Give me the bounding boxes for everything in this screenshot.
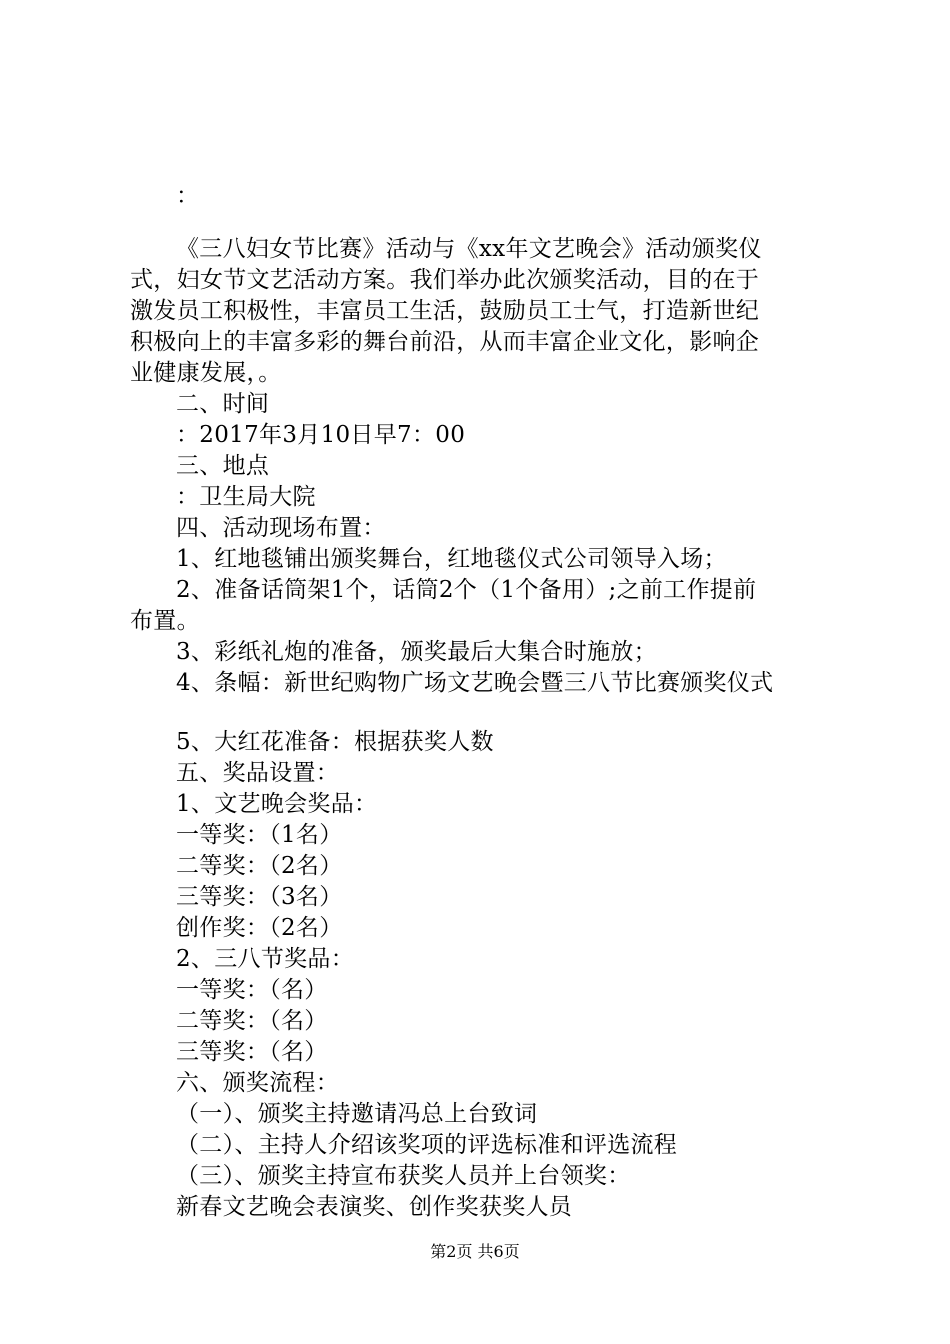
- body-line: 积极向上的丰富多彩的舞台前沿，从而丰富企业文化，影响企: [130, 329, 760, 355]
- prize-line: 创作奖：（2名）: [176, 915, 343, 941]
- body-line: 新春文艺晚会表演奖、创作奖获奖人员: [176, 1194, 573, 1220]
- body-line: 1、文艺晚会奖品：: [176, 791, 378, 817]
- body-line: 激发员工积极性，丰富员工生活，鼓励员工士气，打造新世纪: [130, 298, 760, 324]
- body-line: 1、红地毯铺出颁奖舞台，红地毯仪式公司领导入场；: [176, 546, 727, 572]
- body-line: 2、准备话筒架1个，话筒2个（1个备用）;之前工作提前: [176, 577, 757, 603]
- section-heading: 四、活动现场布置：: [176, 515, 386, 541]
- body-line: 2、三八节奖品：: [176, 946, 355, 972]
- prize-line: 三等奖：（3名）: [176, 884, 343, 910]
- body-line: ：: [176, 183, 200, 209]
- body-line: （二）、主持人介绍该奖项的评选标准和评选流程: [176, 1132, 678, 1158]
- body-line: 式，妇女节文艺活动方案。我们举办此次颁奖活动，目的在于: [130, 267, 760, 293]
- body-line: ：卫生局大院: [176, 484, 316, 510]
- section-heading: 三、地点: [176, 453, 270, 479]
- section-heading: 二、时间: [176, 391, 270, 417]
- body-line: 布置。: [130, 608, 200, 634]
- page-number-footer: 第2页 共6页: [430, 1242, 520, 1261]
- body-line: ：2017年3月10日早7：00: [176, 422, 466, 448]
- body-line: 3、彩纸礼炮的准备，颁奖最后大集合时施放；: [176, 639, 657, 665]
- prize-line: 二等奖：（名）: [176, 1008, 328, 1034]
- body-line: （一）、颁奖主持邀请冯总上台致词: [176, 1101, 538, 1127]
- section-heading: 五、奖品设置：: [176, 760, 340, 786]
- prize-line: 一等奖：（名）: [176, 977, 328, 1003]
- body-line: 业健康发展，。: [130, 360, 282, 386]
- body-line: （三）、颁奖主持宣布获奖人员并上台领奖：: [176, 1163, 631, 1189]
- body-line: 5、大红花准备：根据获奖人数: [176, 729, 494, 755]
- body-line: 4、条幅：新世纪购物广场文艺晚会暨三八节比赛颁奖仪式: [176, 670, 774, 696]
- body-line: 《三八妇女节比赛》活动与《xx年文艺晚会》活动颁奖仪: [176, 236, 762, 262]
- prize-line: 二等奖：（2名）: [176, 853, 343, 879]
- section-heading: 六、颁奖流程：: [176, 1070, 340, 1096]
- prize-line: 一等奖：（1名）: [176, 822, 343, 848]
- prize-line: 三等奖：（名）: [176, 1039, 328, 1065]
